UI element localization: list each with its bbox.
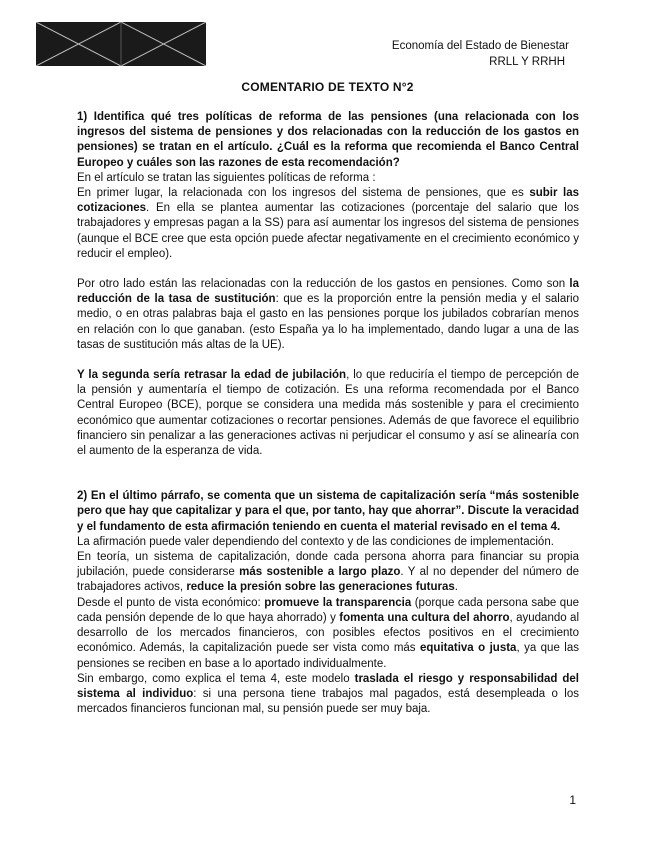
degree-name: RRLL Y RRHH [489, 56, 565, 68]
answer-1-paragraph-1: En primer lugar, la relacionada con los ingresos del sistema de pensiones, que es subir las cotizaciones. En ella se plantea aumentar las cotizaciones (porcentaje del salario que los trabajadores y empresas pagan a la SS) para así aumentar los ingresos del sistema de pensiones (aunque el BCE cree que esta opción puede afectar negativamente en el crecimiento económico y reducir el empleo). [77, 187, 579, 260]
answer-1-paragraph-3: Y la segunda sería retrasar la edad de jubilación, lo que reduciría el tiempo de percepción de la pensión y aumentaría el tiempo de cotización. Es una reforma recomendada por el Banco Central Europeo (BCE), porque se considera una medida más sostenible y para el crecimiento económico que aumentar cotizaciones o recortar pensiones. Además de que favorece el equilibrio financiero sin penalizar a las generaciones activas ni perjudicar el consumo y así se alinearía con el aumento de la esperanza de vida. [77, 369, 579, 458]
question-1: 1) Identifica qué tres políticas de reforma de las pensiones (una relacionada con los ingresos del sistema de pensiones y dos relacionadas con la reducción de los gastos en pensiones) se tratan en el artículo. ¿Cuál es la reforma que recomienda el Banco Central Europeo y cuáles son las razones de esta recomendación? [77, 111, 579, 169]
answer-2-paragraph-4: Sin embargo, como explica el tema 4, este modelo traslada el riesgo y responsabilidad del sistema al individuo: si una persona tiene trabajos mal pagados, está desempleada o los mercados financieros funcionan mal, su pensión puede ser muy baja. [77, 672, 579, 716]
answer-2-paragraph-1: La afirmación puede valer dependiendo del contexto y de las condiciones de implementación. [77, 535, 554, 548]
logo-placeholder [36, 22, 206, 66]
document-body [77, 110, 579, 717]
answer-1-intro: En el artículo se tratan las siguientes políticas de reforma : [77, 171, 376, 184]
document-title: COMENTARIO DE TEXTO N°2 [241, 80, 414, 94]
page-number: 1 [569, 793, 576, 807]
document-header [392, 38, 569, 70]
answer-2-paragraph-2: En teoría, un sistema de capitalización, donde cada persona ahorra para financiar su propia jubilación, puede considerarse más sostenible a largo plazo. Y al no depender del número de trabajadores activos, reduce la presión sobre las generaciones futuras. [77, 551, 579, 594]
course-name: Economía del Estado de Bienestar [391, 40, 569, 52]
answer-2-paragraph-3: Desde el punto de vista económico: promueve la transparencia (porque cada persona sabe que cada pensión depende de lo que haya ahorrado) y fomenta una cultura del ahorro, ayudando al desarrollo de los mercados financieros, con posibles efectos positivos en el crecimiento económico. Además, la capitalización puede ser vista como más equitativa o justa, ya que las pensiones se reciben en base a lo aportado individualmente. [77, 596, 580, 670]
answer-1-paragraph-2: Por otro lado están las relacionadas con la reducción de los gastos en pensiones. Como son la reducción de la tasa de sustitución: que es la proporción entre la pensión media y el salario medio, o en otras palabras baja el gasto en las pensiones porque los jubilados cobrarían menos en relación con lo que ganaban. (esto España ya lo ha implementado, dando lugar a una de las tasas de sustitución más altas de la UE). [77, 278, 580, 351]
question-2: 2) En el último párrafo, se comenta que un sistema de capitalización sería “más sostenible pero que hay que capitalizar y para el que, por tanto, hay que ahorrar”. Discute la veracidad y el fundamento de esta afirmación teniendo en cuenta el material revisado en el tema 4. [77, 490, 579, 533]
